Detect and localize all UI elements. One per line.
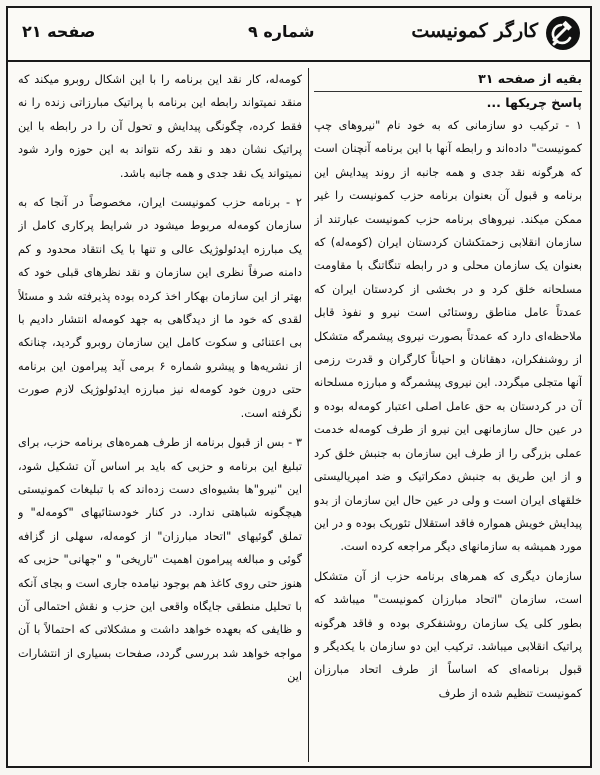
left-column — [18, 68, 302, 762]
right-column — [314, 68, 582, 762]
page-number: صفحه ۲۱ — [22, 22, 96, 41]
issue-number: شماره ۹ — [248, 22, 315, 41]
article-paragraph: کومه‌له، کار نقد این برنامه را با این اشکال روبرو میکند که منقد نمیتواند رابطه این برنامه با پراتیک مبارزاتی زنده را نه فقط کرده، چگونگی پیدایش و تحول آن را در رابطه با این پراتیک نشان دهد و نقد رکه نتواند به این حوزه وارد شود نمیتواند یک نقد جدی و همه جانبه باشد. — [18, 73, 302, 180]
continuation-note: بقیه از صفحه ۳۱ — [314, 68, 582, 92]
article-paragraph: ۲ - برنامه حزب کمونیست ایران، مخصوصاً در آنجا که به سازمان کومه‌له مربوط میشود در شرایط پرکاری کامل از یک مبارزه ایدئولوژیک عالی و تنها با یک انتقاد محدود و کم دامنه صرفاً نظری این سازمان و نقد نظرهای قبلی خود که بهتر از این سازمان بهکار اخذ کرده بوده پذیرفته شد و مسئلاً لقدی که خود ما از دیدگاهی به جهد کومه‌له انتشار دادیم با بی اعتنائی و سکوت کامل این سازمان روبرو گردید، چنانکه از نشریه‌ها و پیشرو شماره ۶ برمی آید پیرامون این برنامه حتی درون خود کومه‌له نیز مبارزه ایدئولوژیک لازم صورت نگرفته است. — [18, 196, 302, 420]
page-header — [8, 8, 590, 62]
hammer-sickle-logo-icon — [544, 14, 582, 52]
newspaper-page — [6, 6, 592, 768]
section-title: پاسخ چریکها ... — [486, 95, 582, 110]
column-divider — [308, 68, 309, 762]
article-paragraph: سازمان دیگری که همرهای برنامه حزب از آن متشکل است، سازمان "اتحاد مبارزان کمونیست" میباشد که بطور کلی یک سازمان روشنفکری بوده و فاقد هرگونه پراتیک انقلابی میباشد. ترکیب این دو سازمان با یکدیگر و قبول برنامه‌ای که اساساً از طرف اتحاد مبارزان کمونیست تنظیم شده از طرف — [314, 569, 582, 700]
article-paragraph: ۳ - بس از قبول برنامه از طرف همره‌های برنامه حزب، برای تبلیغ این برنامه و حزبی که باید بر اساس آن تشکیل شود، این "نیرو"ها بشیوه‌ای دست زده‌اند که با تبلیغات کمونیستی هیچگونه شباهتی ندارد. در کنار خودستائیهای "کومه‌له" و تملق گوئیهای "اتحاد مبارزان" از کومه‌له، سهلی از گزافه گوئی و مبالغه پیرامون اهمیت "تاریخی" و "جهانی" حزبی که هنوز حتی روی کاغذ هم بوجود نیامده جاری است و بجای آنکه با تحلیل منطقی جایگاه واقعی این حزب و نقش احتمالی آن و ظایفی که بعهده خواهد داشت و مشکلاتی که احتمالاً با آن مواجه خواهد شد بررسی گردد، صفحات بسیاری از انتشارات این — [18, 436, 302, 684]
publication-title: کارگر کمونیست — [411, 20, 538, 42]
article-paragraph: ۱ - ترکیب دو سازمانی که به خود نام "نیروهای چپ کمونیست" داده‌اند و رابطه آنها با این برنامه آنچنان است که هرگونه نقد جدی و همه جانبه از روند پیدایش این برنامه و قبول آن بعنوان برنامه حزب کمونیست را غیر ممکن میکند. نیروهای برنامه حزب کمونیست عبارتند از سازمان انقلابی زحمتکشان کردستان ایران (کومه‌له) که بعنوان یک سازمان محلی و در رابطه تنگاتنگ با مقاومت مسلحانه خلق کرد و در بخشی از کردستان ایران که عمدتاً عامل مناطق روستائی است نیرو و نفوذ قابل ملاحظه‌ای دارد که عمدتاً بصورت نیروی پیشمرگه متشکل از روشنفکران، دهقانان و احیاناً کارگران و قدرت رزمی آنها متجلی میگردد. این نیروی پیشمرگه و مبارزه مسلحانه آن در کردستان به حق عامل اصلی اعتبار کومه‌له بوده و در عین حال سازمانهی این نیرو از طرف کومه‌له خدمت عملی بزرگی را از طرف این سازمان به جنبش خلق کرد و از این طریق به جنبش دمکراتیک و ضد امپریالیستی خلقهای ایران است و ولی در عین حال این سازمان از بدو پیدایش خویش همواره فاقد استقلال تئوریک بوده و در این مورد همیشه به سازمانهای دیگر مراجعه کرده است. — [314, 119, 582, 554]
